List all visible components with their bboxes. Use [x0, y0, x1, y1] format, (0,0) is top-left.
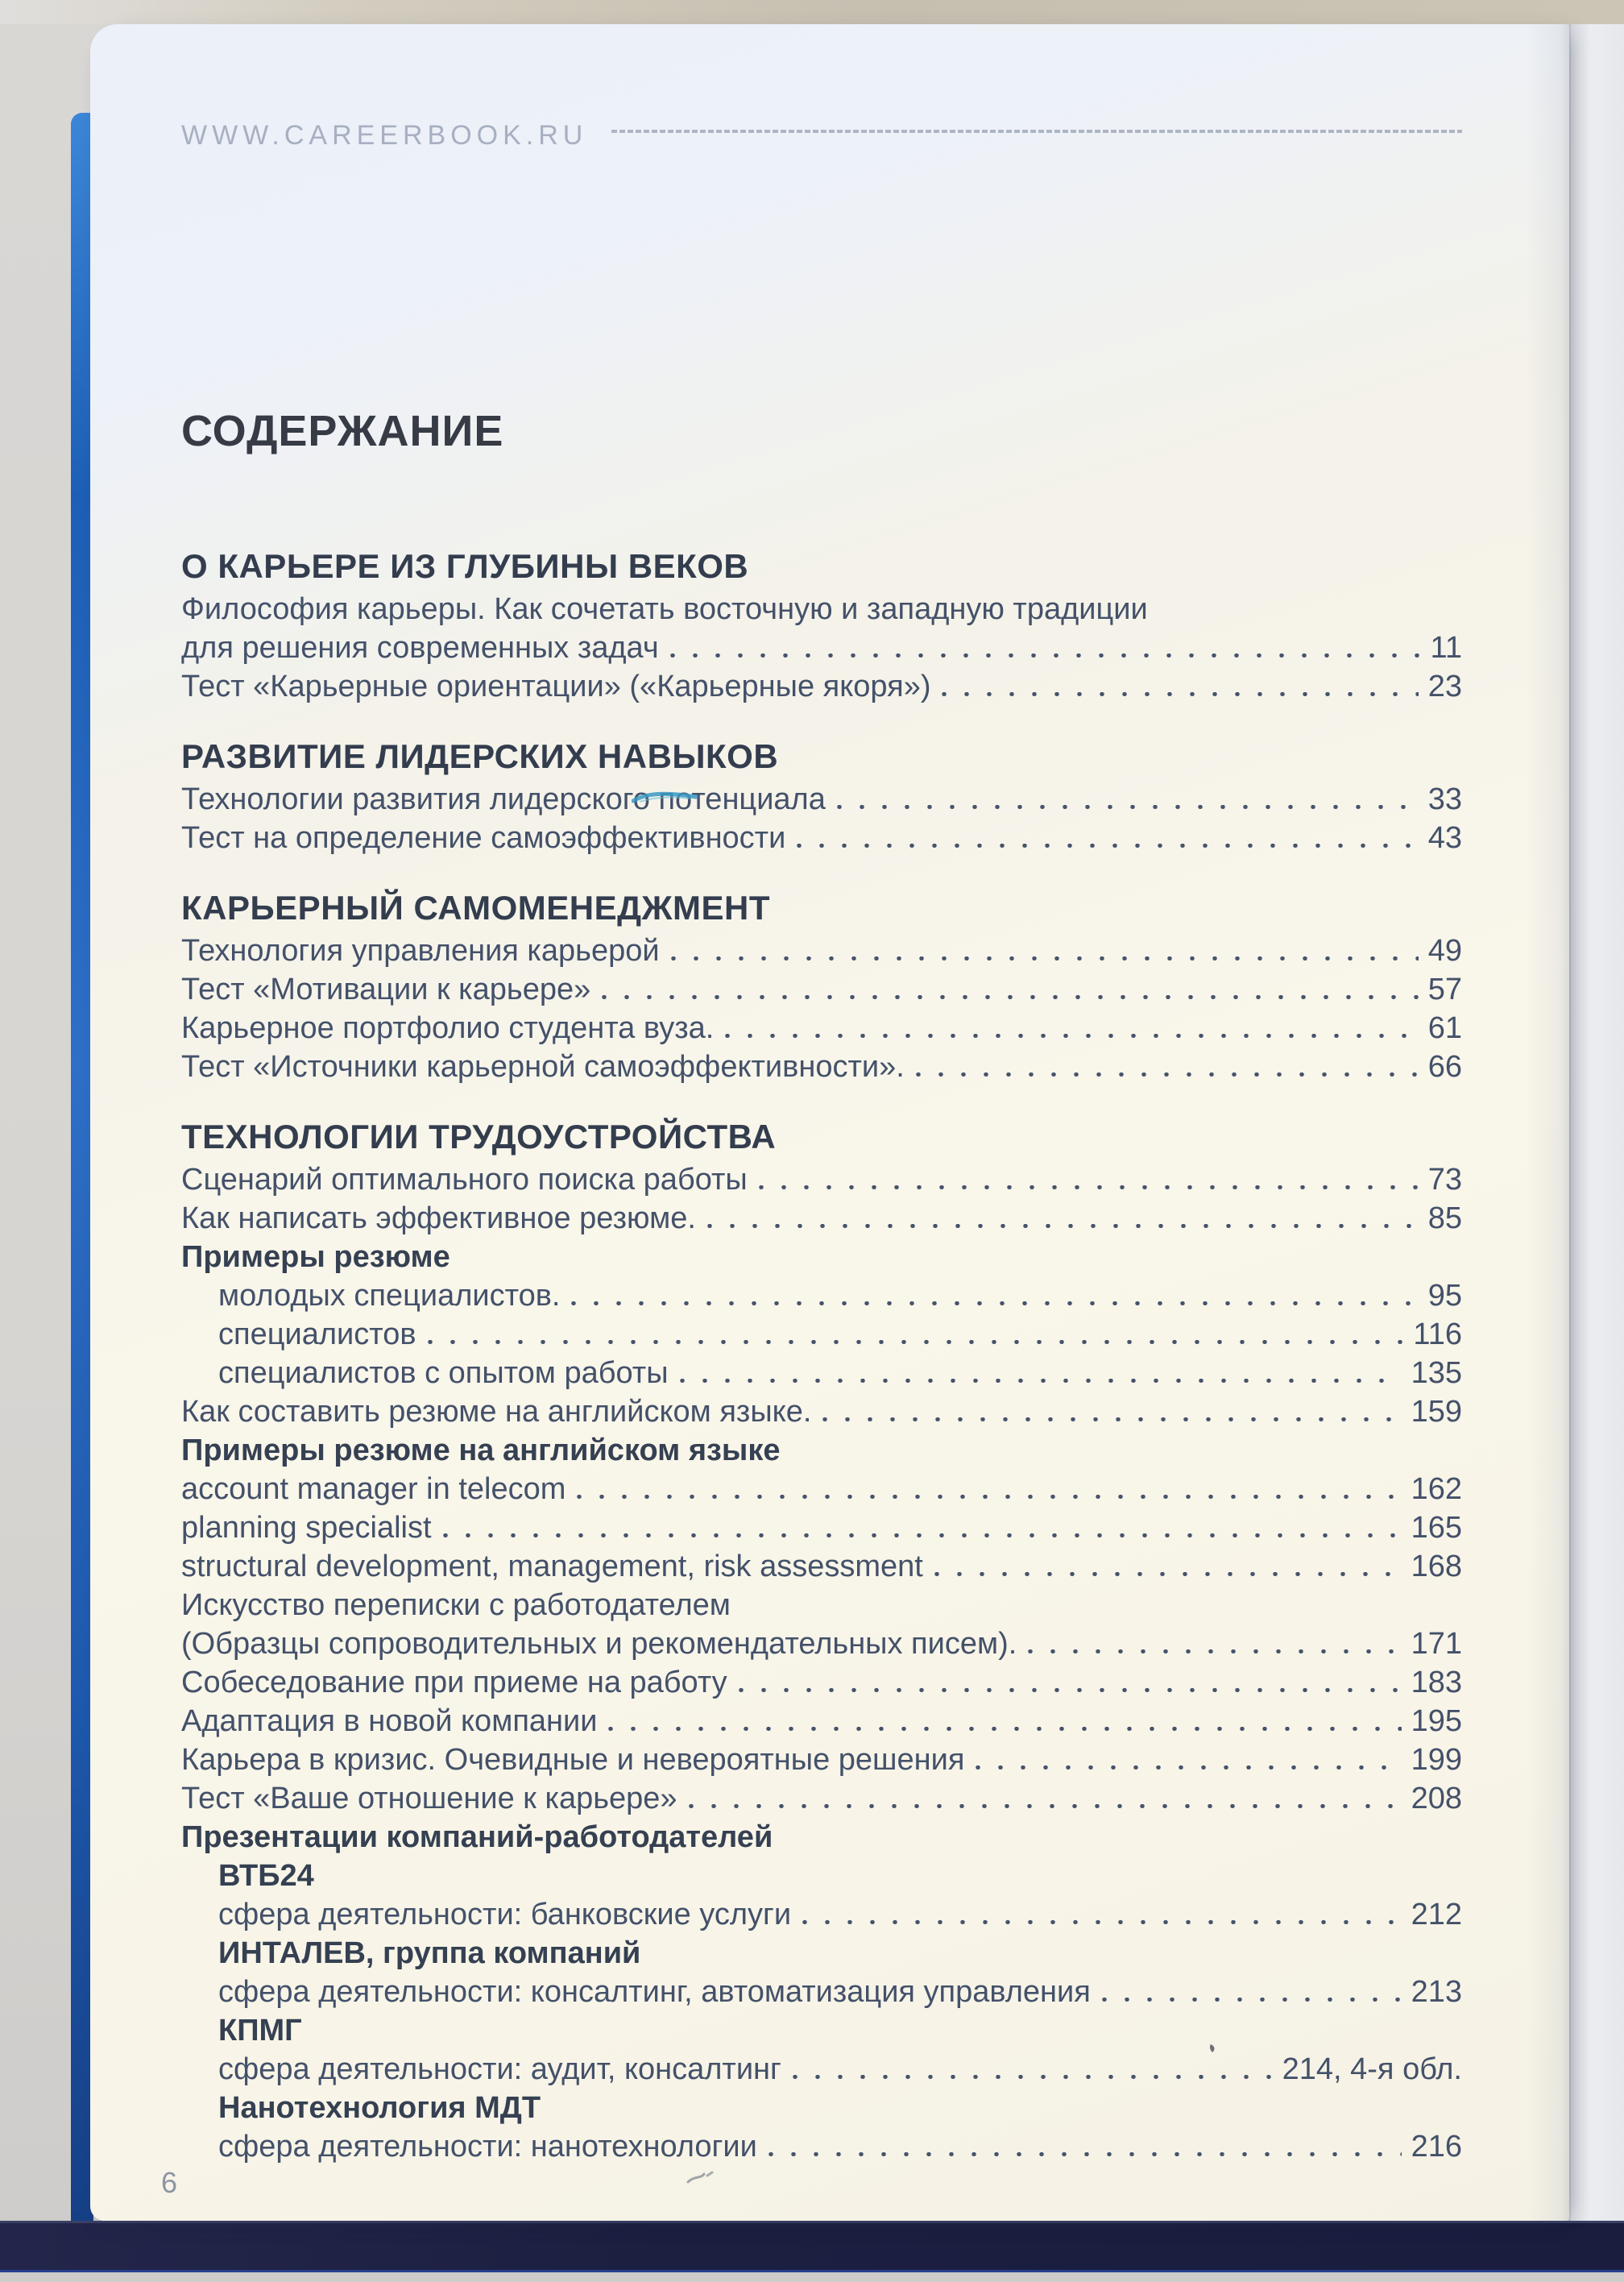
toc-row: [181, 1547, 1462, 1586]
toc-item-title: специалистов: [218, 1317, 416, 1351]
toc-row: [181, 629, 1462, 667]
toc-item-page: 61: [1427, 1011, 1462, 1045]
toc-row: [181, 1586, 1462, 1624]
toc-item-title: специалистов с опытом работы: [218, 1356, 669, 1390]
toc-item-page: 49: [1427, 934, 1462, 968]
scanner-background-top: [0, 0, 1624, 24]
toc-item-title: Примеры резюме на английском языке: [181, 1434, 781, 1467]
toc-item-title: КПМГ: [218, 2014, 302, 2048]
toc-row: [181, 2089, 1462, 2127]
toc-row: [181, 667, 1462, 706]
toc-row: [181, 1663, 1462, 1702]
dot-leader: [571, 1301, 1418, 1305]
toc-row: [181, 1818, 1462, 1857]
toc-item-page: 171: [1411, 1627, 1462, 1661]
dot-leader: [942, 692, 1418, 696]
dot-leader: [680, 1379, 1402, 1383]
toc-row: [181, 1431, 1462, 1470]
toc-item-title: Тест «Мотивации к карьере»: [181, 973, 591, 1006]
toc-row: [181, 1779, 1462, 1818]
toc-item-page: 57: [1427, 973, 1462, 1006]
toc-item-title: Тест «Ваше отношение к карьере»: [181, 1782, 677, 1815]
section-heading: О КАРЬЕРЕ ИЗ ГЛУБИНЫ ВЕКОВ: [181, 547, 749, 585]
toc-item-title: сфера деятельности: аудит, консалтинг: [218, 2052, 781, 2086]
toc-item-title: Как составить резюме на английском языке.: [181, 1395, 812, 1429]
dot-leader: [793, 2075, 1273, 2079]
toc-item-page: 162: [1411, 1472, 1462, 1506]
toc-section: [181, 886, 1462, 1086]
page-number: 6: [161, 2166, 178, 2199]
toc-row: [181, 1857, 1462, 1895]
toc-item-page: 33: [1427, 782, 1462, 816]
page-header: [181, 24, 1462, 151]
toc-row: [181, 1973, 1462, 2011]
toc-row: [181, 970, 1462, 1009]
toc-row: [181, 1624, 1462, 1663]
toc-item-title: ВТБ24: [218, 1859, 314, 1893]
toc-row: [181, 1160, 1462, 1199]
toc-item-title: сфера деятельности: нанотехнологии: [218, 2130, 757, 2164]
dot-leader: [934, 1572, 1402, 1576]
toc-row: [181, 1009, 1462, 1048]
toc-item-title: сфера деятельности: консалтинг, автоматизация управления: [218, 1975, 1091, 2009]
section-heading: КАРЬЕРНЫЙ САМОМЕНЕДЖМЕНТ: [181, 889, 770, 927]
toc-item-page: 11: [1430, 631, 1462, 665]
toc-item-title: Технология управления карьерой: [181, 934, 660, 968]
toc-row: [181, 2050, 1462, 2089]
toc-item-title: Собеседование при приеме на работу: [181, 1666, 727, 1699]
toc-row: [181, 1276, 1462, 1315]
toc-row: [181, 1199, 1462, 1238]
toc-item-title: ИНТАЛЕВ, группа компаний: [218, 1936, 641, 1970]
dot-leader: [1028, 1649, 1401, 1653]
toc-row: [181, 590, 1462, 629]
dot-leader: [976, 1765, 1401, 1770]
toc-item-title: Тест «Карьерные ориентации» («Карьерные якоря»): [181, 670, 931, 703]
section-heading: ТЕХНОЛОГИИ ТРУДОУСТРОЙСТВА: [181, 1118, 777, 1156]
page-content: [90, 24, 1569, 2221]
dot-leader: [837, 805, 1419, 809]
dot-leader: [689, 1804, 1402, 1808]
toc-item-title: Искусство переписки с работодателем: [181, 1588, 731, 1622]
toc-item-title: Как написать эффективное резюме.: [181, 1201, 696, 1235]
dot-leader: [608, 1727, 1401, 1731]
dot-leader: [797, 844, 1418, 848]
adjacent-page-edge: [1569, 24, 1624, 2247]
dot-leader: [802, 1920, 1401, 1924]
toc-row: [181, 931, 1462, 970]
toc-row: [181, 1392, 1462, 1431]
dot-leader: [1102, 1998, 1402, 2002]
dot-leader: [707, 1224, 1419, 1228]
toc-item-page: 116: [1413, 1317, 1462, 1351]
toc-section: [181, 545, 1462, 706]
header-rule-line: [611, 130, 1462, 133]
toc-item-title: Тест на определение самоэффективности: [181, 821, 786, 855]
toc-item-title: account manager in telecom: [181, 1472, 566, 1506]
toc-item-page: 212: [1411, 1898, 1462, 1931]
toc-item-title: Адаптация в новой компании: [181, 1704, 598, 1738]
toc-item-title: Карьерное портфолио студента вуза.: [181, 1011, 715, 1045]
toc-item-page: 165: [1411, 1511, 1462, 1545]
toc-row: [181, 1354, 1462, 1392]
toc-row: [181, 2127, 1462, 2166]
dot-leader: [428, 1340, 1404, 1344]
section-heading: РАЗВИТИЕ ЛИДЕРСКИХ НАВЫКОВ: [181, 737, 779, 775]
toc-item-page: 168: [1411, 1550, 1462, 1583]
toc-item-page: 66: [1427, 1050, 1462, 1084]
toc-item-page: 23: [1427, 670, 1462, 703]
toc-item-page: 159: [1411, 1395, 1462, 1429]
dot-leader: [916, 1073, 1419, 1077]
toc-row: [181, 1895, 1462, 1934]
toc-item-page: 199: [1411, 1743, 1462, 1777]
toc-item-page: 183: [1411, 1666, 1462, 1699]
toc-row: [181, 1508, 1462, 1547]
table-of-contents: [181, 545, 1462, 2166]
book-cover-bottom-edge: [0, 2221, 1624, 2272]
page-title: СОДЕРЖАНИЕ: [181, 407, 504, 455]
toc-item-title: молодых специалистов.: [218, 1279, 561, 1313]
toc-item-title: Карьера в кризис. Очевидные и невероятные решения: [181, 1743, 965, 1777]
site-url: WWW.CAREERBOOK.RU: [181, 120, 588, 151]
dot-leader: [759, 1185, 1419, 1189]
toc-item-title: Тест «Источники карьерной самоэффективности».: [181, 1050, 905, 1084]
toc-item-title: Нанотехнология МДТ: [218, 2091, 541, 2125]
toc-item-page: 73: [1427, 1163, 1462, 1197]
toc-row: [181, 2011, 1462, 2050]
dot-leader: [602, 995, 1418, 999]
toc-item-title: Примеры резюме: [181, 1240, 450, 1274]
toc-item-title: Технологии развития лидерского потенциала: [181, 782, 826, 816]
toc-item-page: 214, 4-я обл.: [1282, 2052, 1462, 2086]
toc-item-title: planning specialist: [181, 1511, 432, 1545]
dot-leader: [671, 956, 1419, 961]
toc-item-title: сфера деятельности: банковские услуги: [218, 1898, 792, 1931]
toc-item-page: 135: [1411, 1356, 1462, 1390]
toc-row: [181, 819, 1462, 857]
toc-item-page: 95: [1427, 1279, 1462, 1313]
toc-item-title: для решения современных задач: [181, 631, 659, 665]
toc-section: [181, 735, 1462, 857]
toc-row: [181, 780, 1462, 819]
dot-leader: [739, 1688, 1402, 1692]
toc-item-page: 195: [1411, 1704, 1462, 1738]
toc-item-title: Презентации компаний-работодателей: [181, 1820, 773, 1854]
toc-item-page: 208: [1411, 1782, 1462, 1815]
dot-leader: [822, 1417, 1401, 1421]
toc-row: [181, 1048, 1462, 1086]
toc-item-title: Сценарий оптимального поиска работы: [181, 1163, 748, 1197]
dot-leader: [768, 2152, 1402, 2156]
toc-item-page: 213: [1411, 1975, 1462, 2009]
toc-item-title: Философия карьеры. Как сочетать восточную и западную традиции: [181, 592, 1148, 626]
dot-leader: [577, 1495, 1401, 1499]
toc-row: [181, 1315, 1462, 1354]
toc-row: [181, 1470, 1462, 1508]
toc-item-title: (Образцы сопроводительных и рекомендательных писем).: [181, 1627, 1017, 1661]
toc-item-page: 85: [1427, 1201, 1462, 1235]
toc-item-title: structural development, management, risk assessment: [181, 1550, 923, 1583]
toc-row: [181, 1238, 1462, 1276]
book-page: [90, 24, 1569, 2221]
dot-leader: [725, 1034, 1418, 1038]
toc-row: [181, 1702, 1462, 1741]
toc-row: [181, 1741, 1462, 1779]
toc-row: [181, 1934, 1462, 1973]
toc-item-page: 216: [1411, 2130, 1462, 2164]
dot-leader: [670, 653, 1421, 658]
toc-item-page: 43: [1427, 821, 1462, 855]
dot-leader: [443, 1533, 1402, 1537]
toc-section: [181, 1115, 1462, 2166]
